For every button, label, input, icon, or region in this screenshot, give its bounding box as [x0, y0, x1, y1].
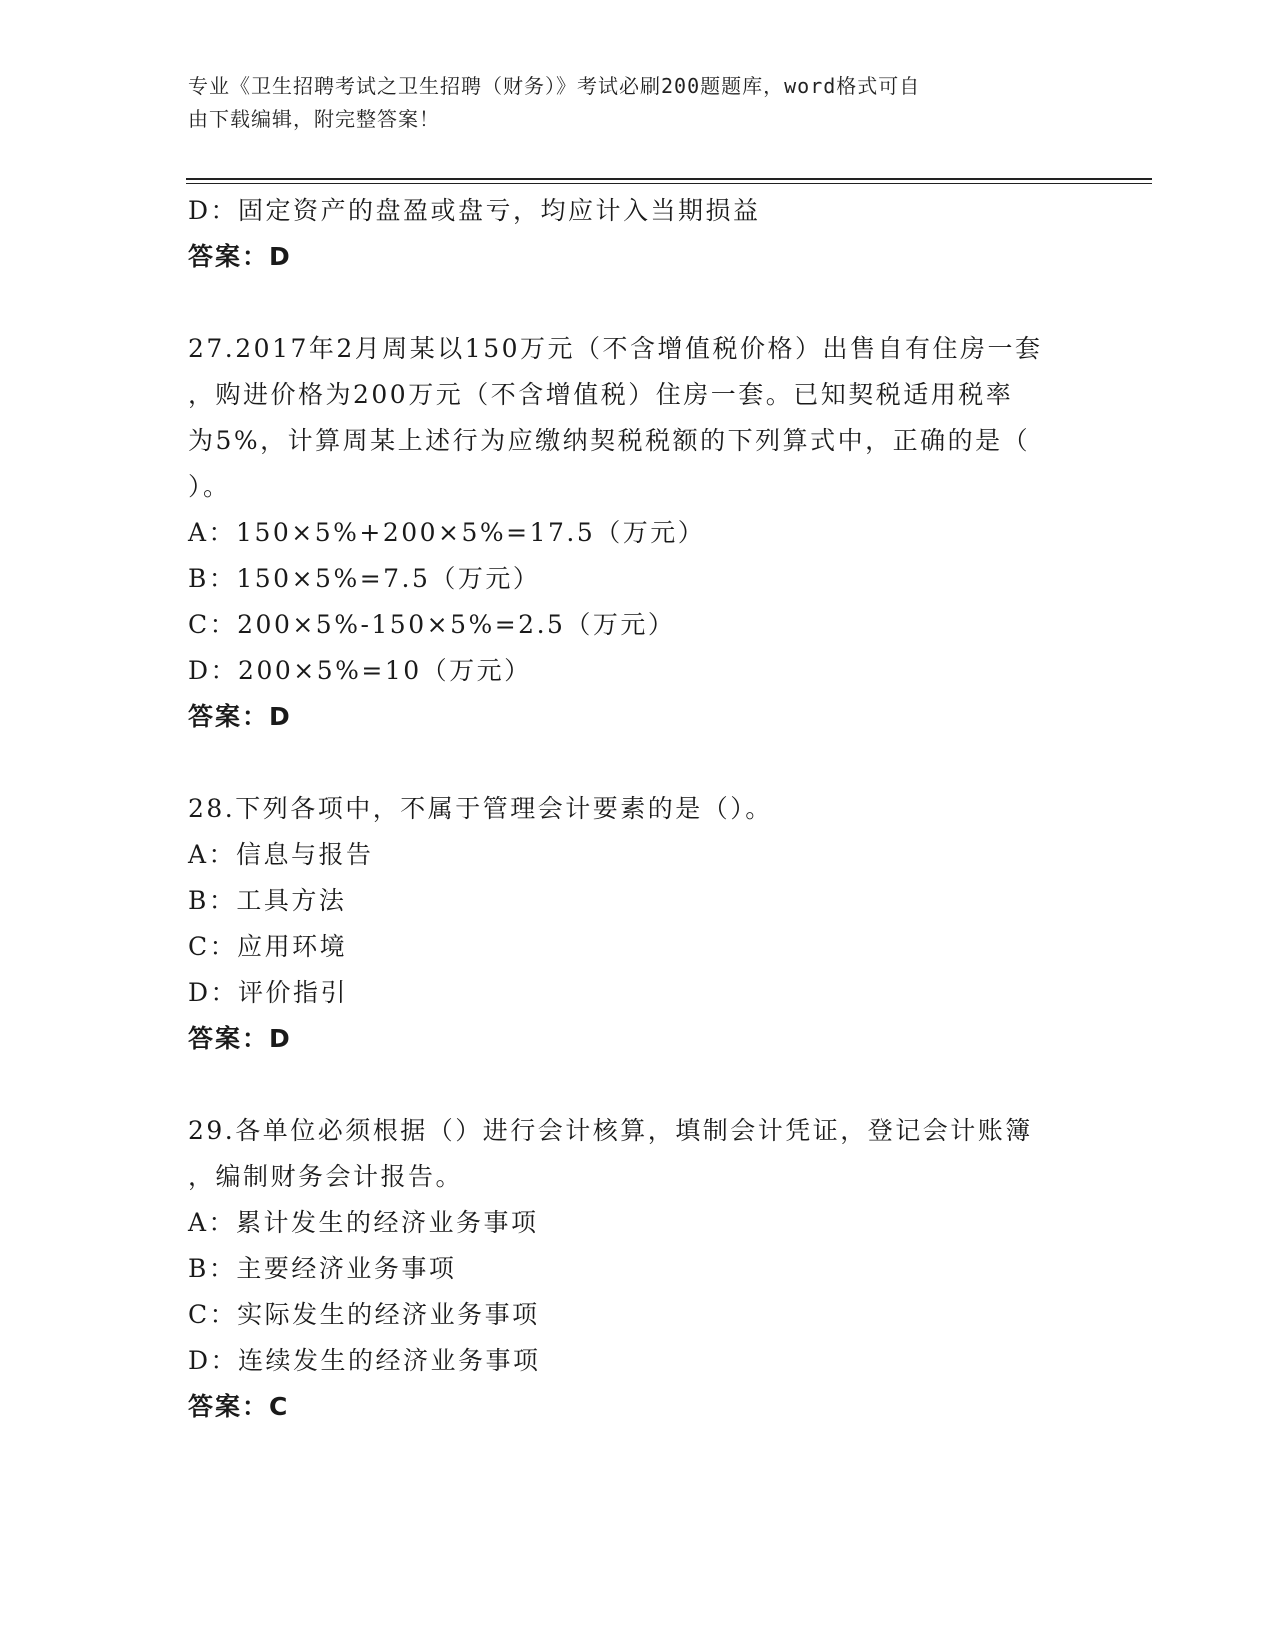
option-c: C：应用环境	[188, 932, 348, 961]
option-a: A：信息与报告	[188, 840, 374, 869]
option-b: B：主要经济业务事项	[188, 1254, 457, 1283]
question-stem-line: ，购进价格为200万元（不含增值税）住房一套。已知契税适用税率	[188, 380, 1014, 409]
option-a: A：累计发生的经济业务事项	[188, 1208, 539, 1237]
header-line: 由下载编辑，附完整答案！	[188, 107, 440, 131]
question-block-previous	[188, 188, 1088, 280]
question-stem-line: 为5%，计算周某上述行为应缴纳契税税额的下列算式中，正确的是（	[188, 426, 1031, 455]
option-d: D：连续发生的经济业务事项	[188, 1346, 541, 1375]
answer-line: 答案：C	[188, 1392, 290, 1421]
option-c: C：实际发生的经济业务事项	[188, 1300, 540, 1329]
option-d: D：评价指引	[188, 978, 349, 1007]
question-block-29	[188, 1108, 1088, 1430]
spacer	[188, 740, 1088, 786]
question-stem-line: 27.2017年2月周某以150万元（不含增值税价格）出售自有住房一套	[188, 334, 1043, 363]
header-line: 专业《卫生招聘考试之卫生招聘（财务）》考试必刷200题题库，word格式可自	[188, 74, 921, 98]
question-stem-line: 28.下列各项中，不属于管理会计要素的是（）。	[188, 794, 773, 823]
option-d: D：固定资产的盘盈或盘亏，均应计入当期损益	[188, 196, 761, 225]
header-divider	[186, 178, 1152, 180]
question-content	[188, 188, 1088, 1430]
page-header	[188, 70, 1068, 136]
spacer	[188, 1062, 1088, 1108]
option-c: C：200×5%-150×5%=2.5（万元）	[188, 610, 676, 639]
question-stem-line: ，编制财务会计报告。	[188, 1162, 464, 1191]
spacer	[188, 280, 1088, 326]
question-stem-line: ）。	[188, 472, 231, 501]
question-stem-line: 29.各单位必须根据（）进行会计核算，填制会计凭证，登记会计账簿	[188, 1116, 1033, 1145]
question-block-27	[188, 326, 1088, 740]
answer-line: 答案：D	[188, 1024, 292, 1053]
option-d: D：200×5%=10（万元）	[188, 656, 532, 685]
answer-line: 答案：D	[188, 242, 292, 271]
option-b: B：150×5%=7.5（万元）	[188, 564, 541, 593]
option-b: B：工具方法	[188, 886, 347, 915]
option-a: A：150×5%+200×5%=17.5（万元）	[188, 518, 706, 547]
header-divider-thin	[186, 183, 1152, 184]
question-block-28	[188, 786, 1088, 1062]
answer-line: 答案：D	[188, 702, 292, 731]
